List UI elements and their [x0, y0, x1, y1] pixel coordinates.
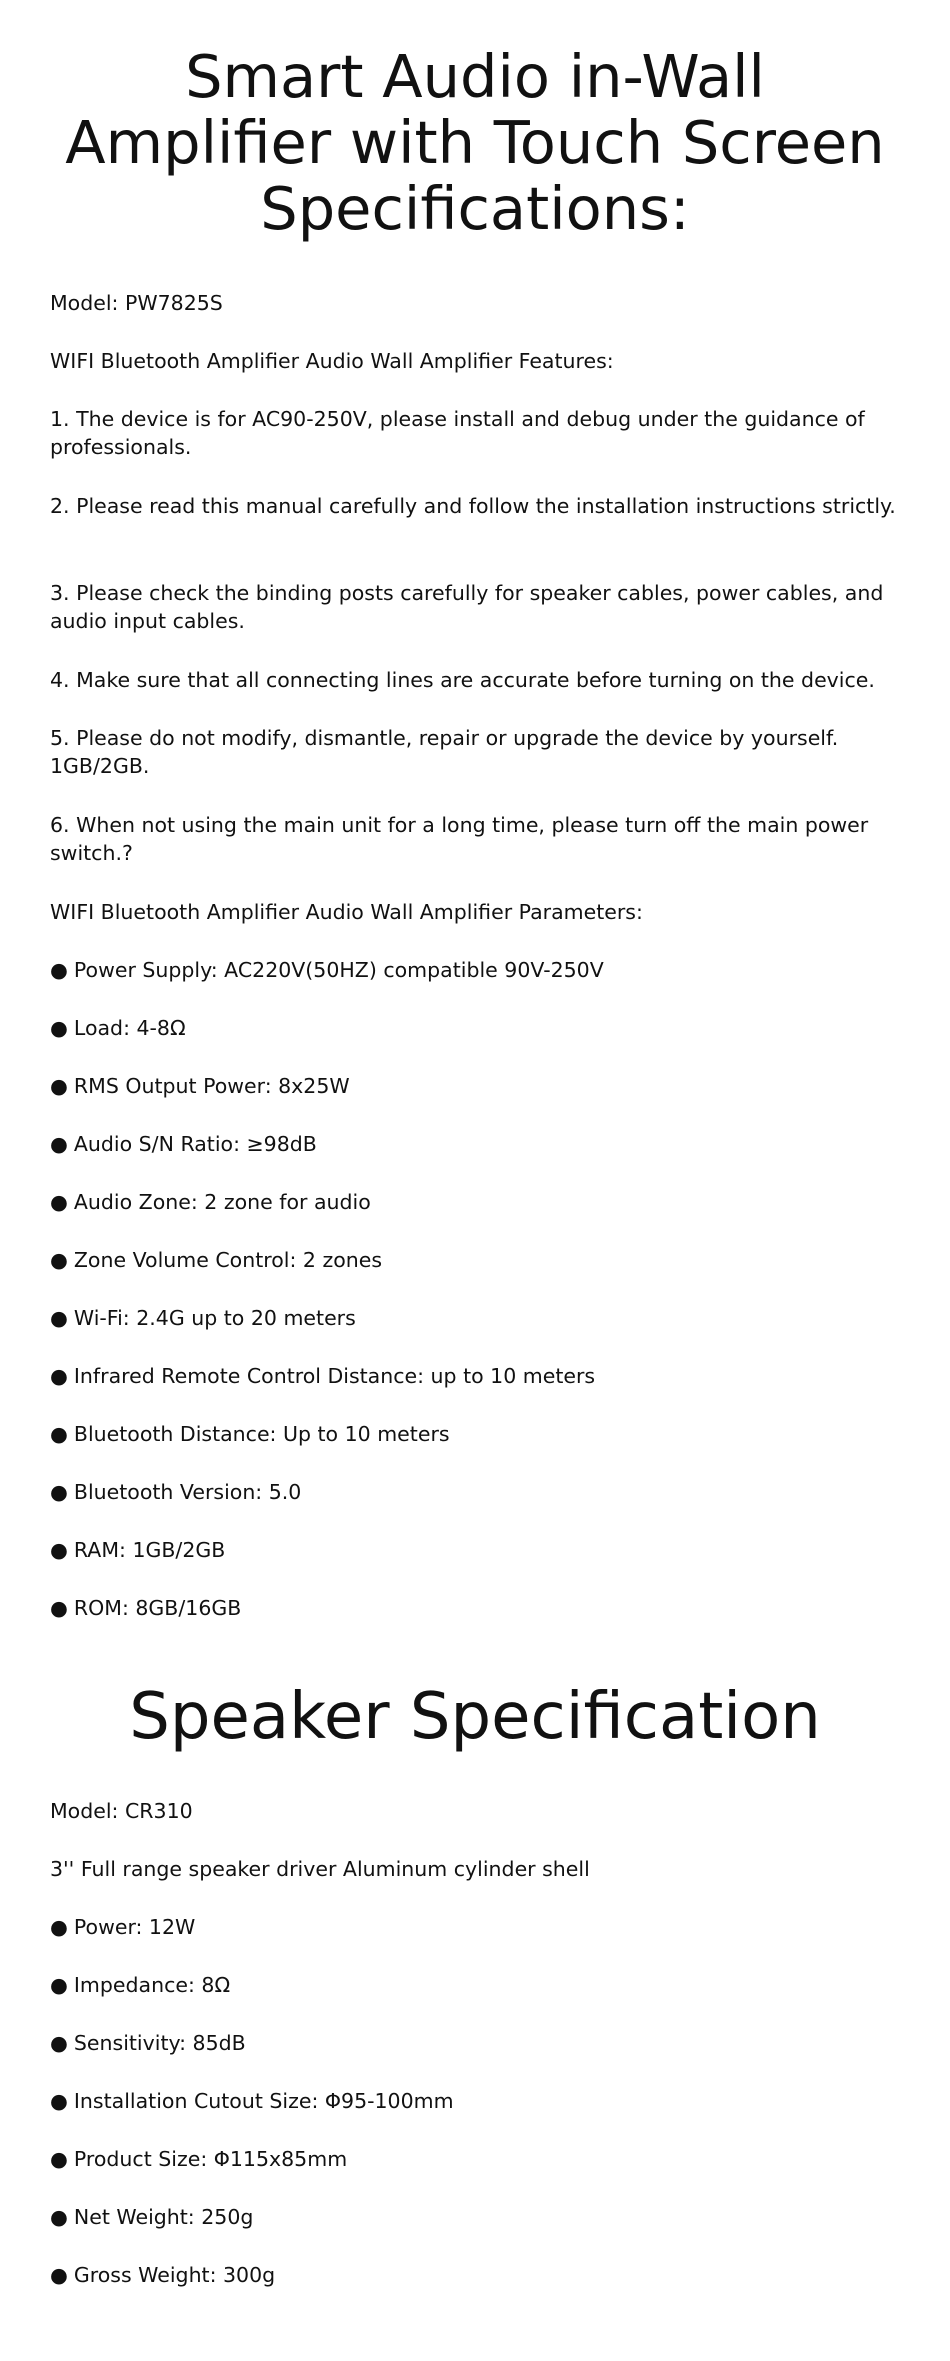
parameter-text: Infrared Remote Control Distance: up to 10 meters — [73, 1364, 596, 1388]
features-heading: WIFI Bluetooth Amplifier Audio Wall Amplifier Features: — [50, 349, 614, 373]
bullet-glyph: ● — [50, 2031, 68, 2055]
speaker-spec-text: Gross Weight: 300g — [73, 2263, 276, 2287]
bullet-glyph: ● — [50, 2147, 68, 2171]
bullet-glyph: ● — [50, 2263, 68, 2287]
parameter-text: Audio Zone: 2 zone for audio — [73, 1190, 371, 1214]
speaker-model: Model: CR310 — [50, 1799, 193, 1823]
parameter-item — [50, 1478, 900, 1506]
bullet-glyph: ● — [50, 1422, 68, 1446]
speaker-spec-item — [50, 2261, 900, 2289]
parameter-item — [50, 1188, 900, 1216]
parameter-item — [50, 956, 900, 984]
parameter-item — [50, 1362, 900, 1390]
amplifier-title-line-3: Specifications: — [260, 174, 690, 243]
speaker-spec-item — [50, 2203, 900, 2231]
bullet-glyph: ● — [50, 1016, 68, 1040]
bullet-glyph: ● — [50, 1480, 68, 1504]
speaker-spec-item — [50, 2029, 900, 2057]
parameter-item — [50, 1420, 900, 1448]
parameter-item — [50, 1594, 900, 1622]
speaker-spec-item — [50, 2145, 900, 2173]
amplifier-title-line-2: Amplifier with Touch Screen — [65, 108, 885, 177]
bullet-glyph: ● — [50, 1915, 68, 1939]
speaker-title: Speaker Specification — [129, 1680, 821, 1754]
parameter-text: Load: 4-8Ω — [73, 1016, 186, 1040]
speaker-spec-item — [50, 2087, 900, 2115]
parameter-item — [50, 1536, 900, 1564]
parameter-text: Audio S/N Ratio: ≥98dB — [73, 1132, 317, 1156]
speaker-spec-item — [50, 1913, 900, 1941]
parameter-item — [50, 1304, 900, 1332]
bullet-glyph: ● — [50, 1973, 68, 1997]
bullet-glyph: ● — [50, 2205, 68, 2229]
bullet-glyph: ● — [50, 1132, 68, 1156]
parameter-text: RAM: 1GB/2GB — [73, 1538, 226, 1562]
amplifier-title-line-1: Smart Audio in-Wall — [185, 42, 765, 111]
feature-item-1: 1. The device is for AC90-250V, please install and debug under the guidance of professionals. — [50, 407, 865, 459]
parameter-item — [50, 1072, 900, 1100]
parameters-heading: WIFI Bluetooth Amplifier Audio Wall Amplifier Parameters: — [50, 900, 643, 924]
parameter-text: ROM: 8GB/16GB — [73, 1596, 242, 1620]
bullet-glyph: ● — [50, 1190, 68, 1214]
speaker-spec-item — [50, 1971, 900, 1999]
speaker-spec-text: Sensitivity: 85dB — [73, 2031, 246, 2055]
bullet-glyph: ● — [50, 1306, 68, 1330]
feature-item-5: 5. Please do not modify, dismantle, repair or upgrade the device by yourself. 1GB/2GB. — [50, 726, 839, 778]
parameter-text: Wi-Fi: 2.4G up to 20 meters — [73, 1306, 356, 1330]
parameter-item — [50, 1014, 900, 1042]
parameter-item — [50, 1130, 900, 1158]
bullet-glyph: ● — [50, 1596, 68, 1620]
feature-item-3: 3. Please check the binding posts carefully for speaker cables, power cables, and audio input cables. — [50, 581, 884, 633]
parameter-text: RMS Output Power: 8x25W — [73, 1074, 350, 1098]
feature-item-6: 6. When not using the main unit for a long time, please turn off the main power switch.? — [50, 813, 869, 865]
parameter-text: Bluetooth Version: 5.0 — [73, 1480, 302, 1504]
parameter-text: Bluetooth Distance: Up to 10 meters — [73, 1422, 450, 1446]
bullet-glyph: ● — [50, 1074, 68, 1098]
speaker-spec-text: Installation Cutout Size: Φ95-100mm — [73, 2089, 454, 2113]
amplifier-model: Model: PW7825S — [50, 291, 223, 315]
feature-item-2: 2. Please read this manual carefully and follow the installation instructions strictly. — [50, 494, 896, 518]
bullet-glyph: ● — [50, 1538, 68, 1562]
feature-item-4: 4. Make sure that all connecting lines are accurate before turning on the device. — [50, 668, 875, 692]
amplifier-title — [40, 44, 910, 242]
speaker-description: 3'' Full range speaker driver Aluminum cylinder shell — [50, 1857, 590, 1881]
speaker-spec-text: Product Size: Φ115x85mm — [73, 2147, 348, 2171]
speaker-spec-text: Net Weight: 250g — [73, 2205, 254, 2229]
parameter-item — [50, 1246, 900, 1274]
speaker-spec-text: Power: 12W — [73, 1915, 196, 1939]
bullet-glyph: ● — [50, 1364, 68, 1388]
parameter-text: Zone Volume Control: 2 zones — [73, 1248, 383, 1272]
speaker-spec-text: Impedance: 8Ω — [73, 1973, 231, 1997]
bullet-glyph: ● — [50, 1248, 68, 1272]
bullet-glyph: ● — [50, 958, 68, 982]
parameter-text: Power Supply: AC220V(50HZ) compatible 90V-250V — [73, 958, 604, 982]
bullet-glyph: ● — [50, 2089, 68, 2113]
